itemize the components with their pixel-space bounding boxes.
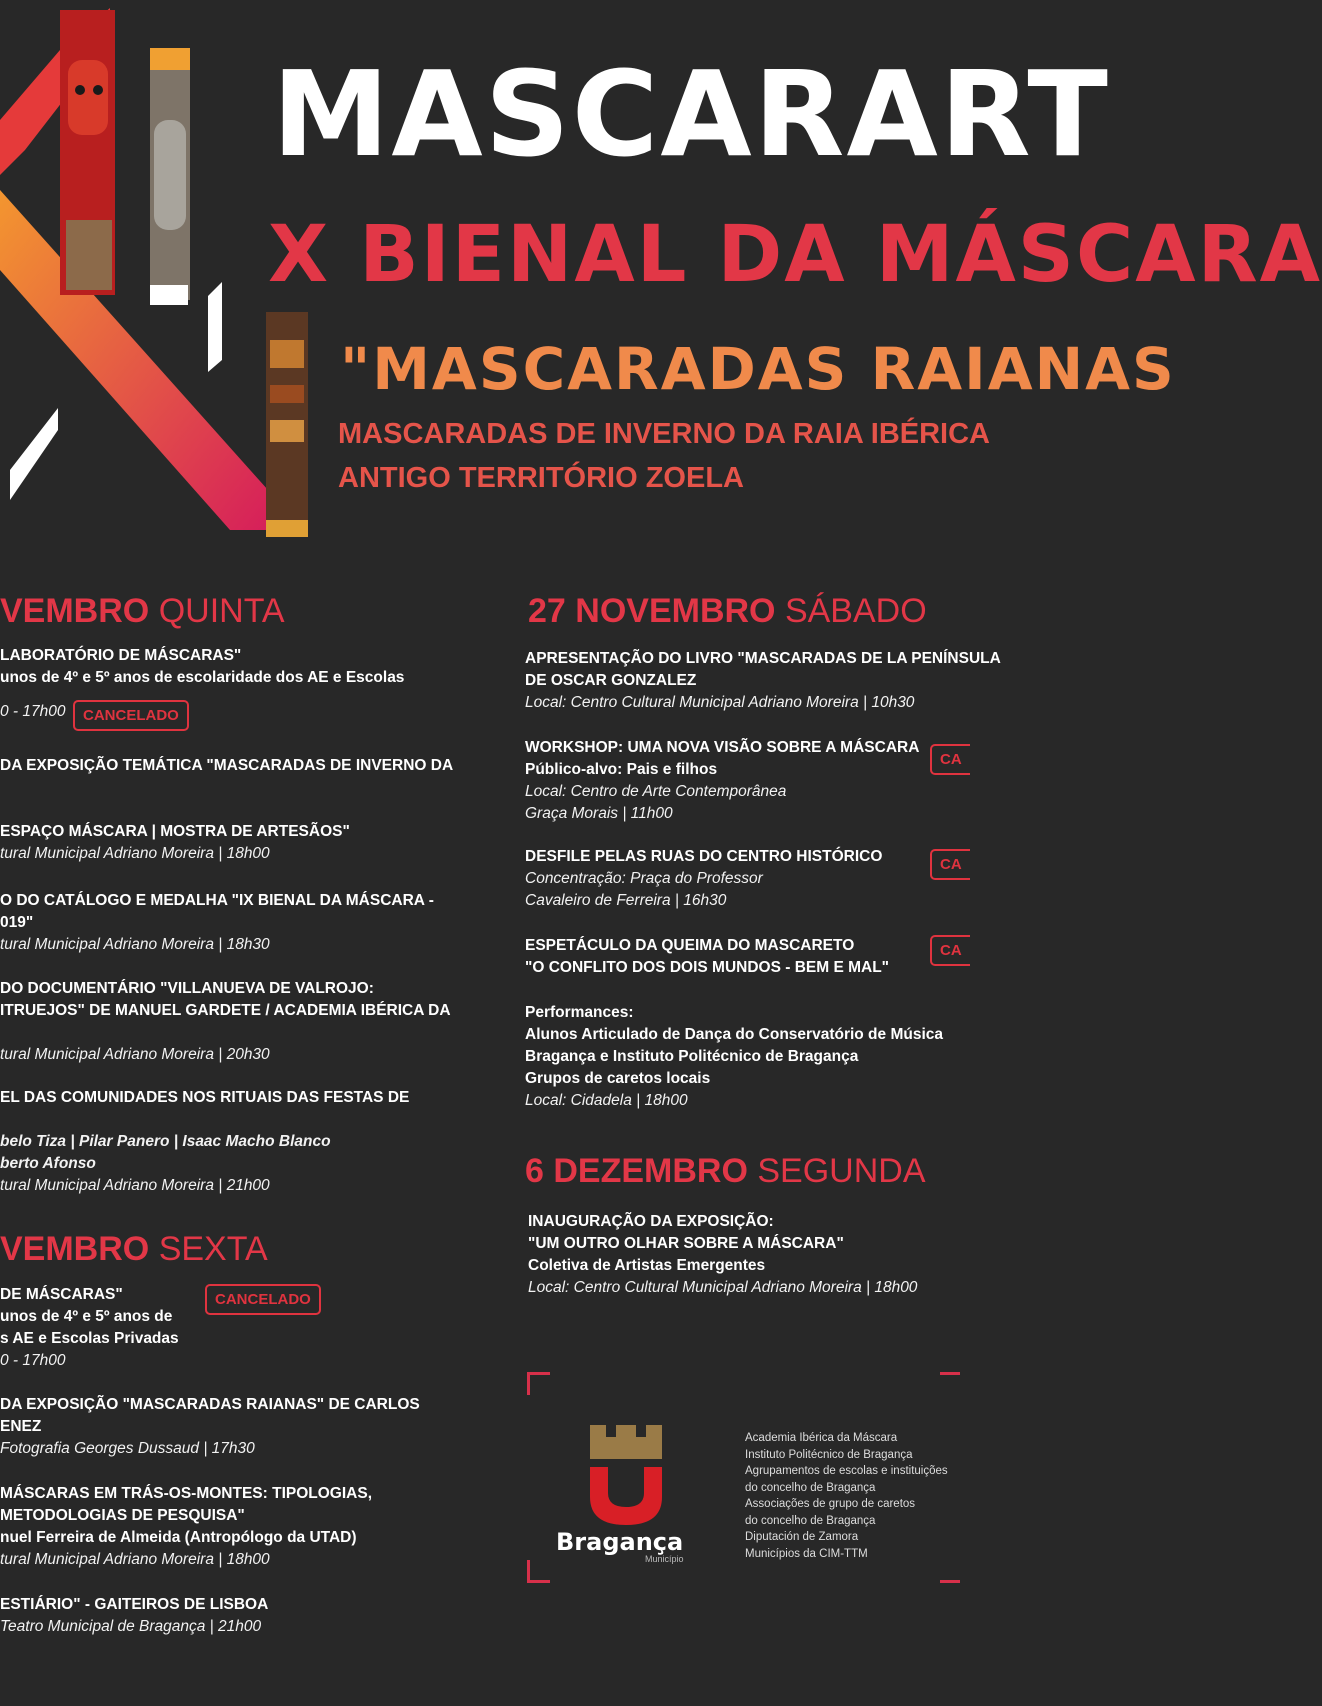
braganca-crest-icon	[588, 1423, 664, 1527]
event-title-cont: DE OSCAR GONZALEZ	[525, 672, 697, 689]
event-right-5	[525, 1002, 943, 1112]
event-performers-cont-2: Grupos de caretos locais	[525, 1070, 711, 1087]
event-location-cont: Graça Morais | 11h00	[525, 805, 673, 822]
day-weekday: QUINTA	[158, 592, 285, 630]
day-heading-right-2	[525, 1152, 926, 1191]
day-weekday: SÁBADO	[784, 592, 927, 630]
event-title: MÁSCARAS EM TRÁS-OS-MONTES: TIPOLOGIAS,	[0, 1485, 372, 1502]
day-date: VEMBRO	[0, 592, 150, 630]
event-time: 0 - 17h00	[0, 1352, 66, 1369]
event-speakers: belo Tiza | Pilar Panero | Isaac Macho Blanco	[0, 1133, 331, 1150]
event-title-cont: ENEZ	[0, 1418, 42, 1435]
event-left-3	[0, 821, 350, 865]
frame-corner-top-right	[940, 1372, 960, 1395]
sponsor-item: Agrupamentos de escolas e instituições	[745, 1465, 948, 1477]
stripe-white	[150, 285, 188, 305]
event-title: EL DAS COMUNIDADES NOS RITUAIS DAS FESTAS DE	[0, 1089, 410, 1106]
event-left-5	[0, 978, 451, 1066]
event-right-4	[525, 935, 889, 979]
event-location: Local: Centro Cultural Municipal Adriano Moreira | 18h00	[528, 1279, 918, 1296]
event-location-cont: Cavaleiro de Ferreira | 16h30	[525, 892, 727, 909]
day-heading-left-2	[0, 1230, 268, 1269]
event-performers-cont: Bragança e Instituto Politécnico de Bragança	[525, 1048, 859, 1065]
stripe-white-bottom	[10, 408, 58, 500]
event-title-cont: METODOLOGIAS DE PESQUISA"	[0, 1507, 245, 1524]
sponsor-item: Academia Ibérica da Máscara	[745, 1432, 898, 1444]
event-speakers-cont: berto Afonso	[0, 1155, 96, 1172]
event-title: DA EXPOSIÇÃO "MASCARADAS RAIANAS" DE CARLOS	[0, 1396, 420, 1413]
event-right-1	[525, 648, 1001, 714]
event-title: DO DOCUMENTÁRIO "VILLANUEVA DE VALROJO:	[0, 980, 374, 997]
event-left-8	[0, 1394, 420, 1460]
municipality-logo-sub: Município	[645, 1554, 684, 1564]
event-title-cont: 019"	[0, 914, 34, 931]
event-left-4	[0, 890, 434, 956]
day-date: 6 DEZEMBRO	[525, 1152, 748, 1190]
event-title: O DO CATÁLOGO E MEDALHA "IX BIENAL DA MÁSCARA -	[0, 892, 434, 909]
event-left-7	[0, 1284, 179, 1372]
event-right-3	[525, 846, 882, 912]
event-title: INAUGURAÇÃO DA EXPOSIÇÃO:	[528, 1213, 774, 1230]
event-title: ESPETÁCULO DA QUEIMA DO MASCARETO	[525, 937, 855, 954]
event-left-9	[0, 1483, 372, 1571]
x-diagonal-stroke	[0, 190, 268, 530]
stripe-white-small	[208, 282, 222, 372]
sponsor-item: Associações de grupo de caretos	[745, 1498, 916, 1510]
event-performers: Alunos Articulado de Dança do Conservatório de Música	[525, 1026, 944, 1043]
cancelled-badge: CA	[930, 744, 970, 775]
day-heading-left-1	[0, 592, 285, 631]
event-speaker: nuel Ferreira de Almeida (Antropólogo da UTAD)	[0, 1529, 357, 1546]
event-audience: unos de 4º e 5º anos de escolaridade dos AE e Escolas	[0, 669, 405, 686]
festival-title: MASCARART	[272, 45, 1110, 183]
frame-corner-top-left	[527, 1372, 550, 1395]
sponsor-item: do concelho de Bragança	[745, 1481, 876, 1494]
event-location: tural Municipal Adriano Moreira | 18h00	[0, 845, 270, 862]
event-location: Local: Centro Cultural Municipal Adriano Moreira | 10h30	[525, 694, 915, 711]
event-title: WORKSHOP: UMA NOVA VISÃO SOBRE A MÁSCARA	[525, 739, 920, 756]
event-location: Concentração: Praça do Professor	[525, 870, 763, 887]
event-left-1	[0, 645, 404, 723]
cancelled-badge: CA	[930, 849, 970, 880]
event-right-6	[528, 1211, 917, 1299]
event-time: 0 - 17h00	[0, 703, 66, 720]
event-location: tural Municipal Adriano Moreira | 21h00	[0, 1177, 270, 1194]
day-date: VEMBRO	[0, 1230, 150, 1268]
event-location: Fotografia Georges Dussaud | 17h30	[0, 1440, 255, 1457]
theme-line-2: ANTIGO TERRITÓRIO ZOELA	[338, 462, 744, 494]
event-title-cont: ITRUEJOS" DE MANUEL GARDETE / ACADEMIA IBÉRICA DA	[0, 1002, 451, 1019]
frame-corner-bottom-right	[940, 1560, 960, 1583]
event-audience: Público-alvo: Pais e filhos	[525, 761, 718, 778]
event-left-2	[0, 755, 453, 777]
municipality-logo-name: Bragança	[556, 1528, 684, 1556]
event-location: Local: Centro de Arte Contemporânea	[525, 783, 787, 800]
sponsor-list	[745, 1430, 948, 1562]
sponsor-item: Diputación de Zamora	[745, 1531, 859, 1543]
event-title: APRESENTAÇÃO DO LIVRO "MASCARADAS DE LA PENÍNSULA	[525, 650, 1001, 667]
day-heading-right-1	[528, 592, 927, 631]
theme-title: "MASCARADAS RAIANAS	[340, 335, 1176, 403]
event-title-cont: "UM OUTRO OLHAR SOBRE A MÁSCARA"	[528, 1235, 844, 1252]
cancelled-badge: CA	[930, 935, 970, 966]
day-weekday: SEGUNDA	[757, 1152, 926, 1190]
event-title: DE MÁSCARAS"	[0, 1286, 123, 1303]
event-location: tural Municipal Adriano Moreira | 20h30	[0, 1046, 270, 1063]
event-audience-cont: s AE e Escolas Privadas	[0, 1330, 179, 1347]
event-location: Teatro Municipal de Bragança | 21h00	[0, 1618, 262, 1635]
event-artists: Coletiva de Artistas Emergentes	[528, 1257, 766, 1274]
event-title: Performances:	[525, 1004, 634, 1021]
sponsor-item: do concelho de Bragança	[745, 1514, 876, 1527]
sponsor-item: Instituto Politécnico de Bragança	[745, 1448, 913, 1461]
biennial-subtitle: X BIENAL DA MÁSCARA	[268, 210, 1322, 300]
event-audience: unos de 4º e 5º anos de	[0, 1308, 173, 1325]
event-title: ESTIÁRIO" - GAITEIROS DE LISBOA	[0, 1596, 269, 1613]
event-location: tural Municipal Adriano Moreira | 18h00	[0, 1551, 270, 1568]
event-title: DESFILE PELAS RUAS DO CENTRO HISTÓRICO	[525, 848, 883, 865]
cancelled-badge: CANCELADO	[73, 700, 189, 731]
theme-line-1: MASCARADAS DE INVERNO DA RAIA IBÉRICA	[338, 418, 990, 450]
event-location: tural Municipal Adriano Moreira | 18h30	[0, 936, 270, 953]
event-left-10	[0, 1594, 268, 1638]
day-weekday: SEXTA	[158, 1230, 268, 1268]
event-title: LABORATÓRIO DE MÁSCARAS"	[0, 647, 242, 664]
day-date: 27 NOVEMBRO	[528, 592, 776, 630]
event-left-6	[0, 1087, 409, 1197]
stripe-orange	[150, 48, 190, 70]
event-title: ESPAÇO MÁSCARA | MOSTRA DE ARTESÃOS"	[0, 823, 350, 840]
sponsor-item: Municípios da CIM-TTM	[745, 1547, 868, 1560]
cancelled-badge: CANCELADO	[205, 1284, 321, 1315]
event-title-cont: "O CONFLITO DOS DOIS MUNDOS - BEM E MAL"	[525, 959, 890, 976]
event-location: Local: Cidadela | 18h00	[525, 1092, 688, 1109]
event-right-2	[525, 737, 919, 825]
frame-corner-bottom-left	[527, 1560, 550, 1583]
event-title: DA EXPOSIÇÃO TEMÁTICA "MASCARADAS DE INVERNO DA	[0, 757, 454, 774]
